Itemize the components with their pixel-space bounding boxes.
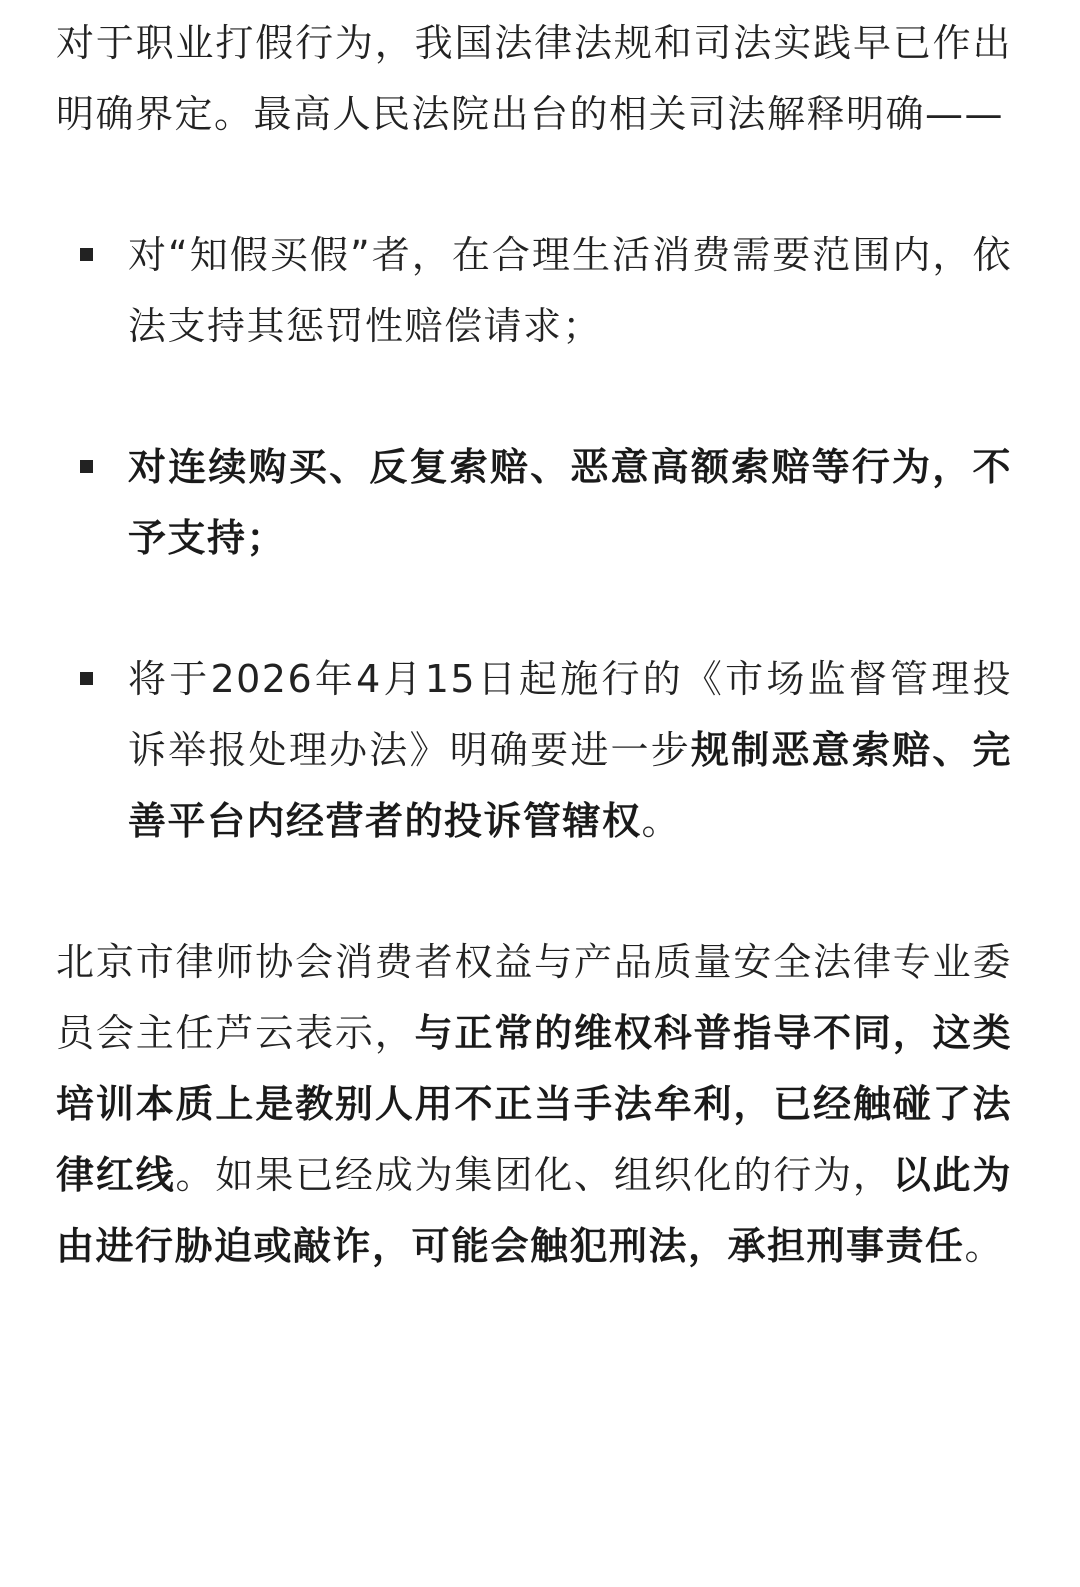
intro-paragraph: 对于职业打假行为，我国法律法规和司法实践早已作出明确界定。最高人民法院出台的相关司法解释明确—— xyxy=(56,21,1012,136)
closing-text-part5: 。 xyxy=(964,1224,1005,1268)
closing-paragraph xyxy=(56,927,1012,1282)
list-item xyxy=(56,644,1012,857)
list-item-text-after: 。 xyxy=(641,799,682,843)
list-item xyxy=(56,432,1012,574)
closing-text-part3: 。如果已经成为集团化、组织化的行为， xyxy=(175,1153,893,1197)
closing-text-bold-1: 与正常的维权科普指导不同，这类培训本质上是教别人用不正当手法牟利，已经触碰了法律红线 xyxy=(56,1011,1012,1197)
square-bullet-icon xyxy=(80,460,93,473)
list-item xyxy=(56,220,1012,362)
square-bullet-icon xyxy=(80,672,93,685)
rule-list xyxy=(56,220,1012,857)
article-body xyxy=(56,8,1012,1282)
square-bullet-icon xyxy=(80,248,93,261)
list-item-text: 对连续购买、反复索赔、恶意高额索赔等行为，不予支持； xyxy=(128,445,1012,560)
closing-text-bold-2: 以此为由进行胁迫或敲诈，可能会触犯刑法，承担刑事责任 xyxy=(56,1153,1012,1268)
list-item-text-bold: 规制恶意索赔、完善平台内经营者的投诉管辖权 xyxy=(128,728,1012,843)
list-item-text-before: 将于2026年4月15日起施行的《市场监督管理投诉举报处理办法》明确要进一步 xyxy=(128,657,1012,772)
list-item-text: 对“知假买假”者，在合理生活消费需要范围内，依法支持其惩罚性赔偿请求； xyxy=(128,233,1012,348)
closing-text-part1: 北京市律师协会消费者权益与产品质量安全法律专业委员会主任芦云表示， xyxy=(56,940,1012,1055)
